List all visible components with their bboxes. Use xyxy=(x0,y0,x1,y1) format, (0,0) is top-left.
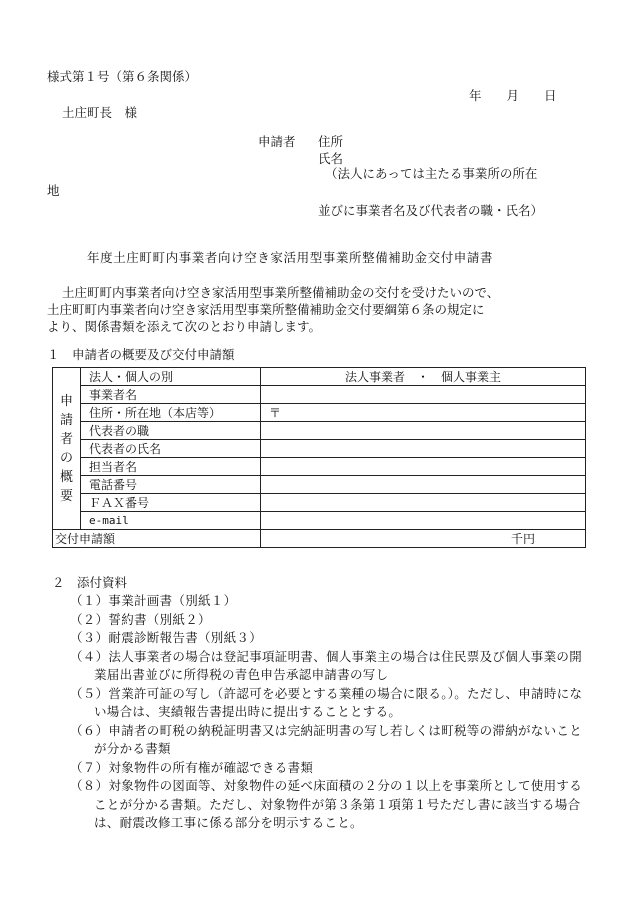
rep-title-field[interactable] xyxy=(261,422,586,440)
row-label-contact-person: 担当者名 xyxy=(81,458,261,476)
table-row xyxy=(53,476,586,494)
table-row xyxy=(53,368,586,386)
intro-line-3: より、関係書類を添えて次のとおり申請します。 xyxy=(47,319,322,334)
amount-field[interactable]: 千円 xyxy=(261,530,586,548)
form-number: 様式第１号（第６条関係） xyxy=(47,69,198,84)
amount-label: 交付申請額 xyxy=(53,530,261,548)
row-label-email: e-mail xyxy=(81,512,261,530)
side-char: 者 xyxy=(59,431,73,447)
attachment-item: （４）法人事業者の場合は登記事項証明書、個人事業主の場合は住民票及び個人事業の開業届出書並びに所得税の青色申告承認申請書の写し xyxy=(70,648,583,682)
side-char: 申 xyxy=(59,393,73,409)
corporate-note-line1: （法人にあっては主たる事業所の所在 xyxy=(325,166,538,181)
intro-line-2: 土庄町町内事業者向け空き家活用型事業所整備補助金交付要綱第６条の規定に xyxy=(47,302,485,317)
side-label xyxy=(53,368,81,530)
row-label-business-name: 事業者名 xyxy=(81,386,261,404)
applicant-table xyxy=(52,367,586,548)
attachment-item: （６）申請者の町税の納税証明書又は完納証明書の写し若しくは町税等の滞納がないことが分かる書類 xyxy=(70,722,583,756)
address-label: 住所 xyxy=(318,134,344,149)
address-field[interactable]: 〒 xyxy=(261,404,586,422)
table-row xyxy=(53,440,586,458)
row-label-rep-title: 代表者の職 xyxy=(81,422,261,440)
side-char: の xyxy=(59,450,73,466)
date-line: 年 月 日 xyxy=(469,88,557,103)
corporate-note-line2: 並びに事業者名及び代表者の職・氏名） xyxy=(318,203,544,218)
attachment-item: （７）対象物件の所有権が確認できる書類 xyxy=(70,759,314,775)
document-title: 年度土庄町町内事業者向け空き家活用型事業所整備補助金交付申請書 xyxy=(87,250,494,265)
table-row xyxy=(53,422,586,440)
name-label: 氏名 xyxy=(318,151,344,166)
business-name-field[interactable] xyxy=(261,386,586,404)
side-char: 要 xyxy=(59,488,73,504)
side-char: 概 xyxy=(59,469,73,485)
table-row xyxy=(53,494,586,512)
contact-person-field[interactable] xyxy=(261,458,586,476)
row-label-entity-type: 法人・個人の別 xyxy=(81,368,261,386)
attachment-item: （１）事業計画書（別紙１） xyxy=(70,593,237,608)
attachments-section xyxy=(52,574,592,833)
table-row xyxy=(53,512,586,530)
row-label-fax: ＦＡＸ番号 xyxy=(81,494,261,512)
side-char: 請 xyxy=(59,412,73,428)
corporate-note-wrap: 地 xyxy=(47,183,60,198)
section-1-heading: １ 申請者の概要及び交付申請額 xyxy=(47,347,235,362)
entity-type-options[interactable]: 法人事業者 ・ 個人事業主 xyxy=(261,368,586,386)
attachment-item: （５）営業許可証の写し（許認可を必要とする業種の場合に限る。）。ただし、申請時にない場合は、実績報告書提出時に提出することとする。 xyxy=(70,685,583,719)
table-row xyxy=(53,404,586,422)
fax-field[interactable] xyxy=(261,494,586,512)
row-label-address: 住所・所在地（本店等） xyxy=(81,404,261,422)
row-label-phone: 電話番号 xyxy=(81,476,261,494)
attachment-item: （２）誓約書（別紙２） xyxy=(70,611,211,627)
row-label-rep-name: 代表者の氏名 xyxy=(81,440,261,458)
table-row xyxy=(53,386,586,404)
table-row xyxy=(53,458,586,476)
applicant-label: 申請者 xyxy=(258,134,296,149)
addressee: 土庄町長 様 xyxy=(62,105,138,120)
phone-field[interactable] xyxy=(261,476,586,494)
email-field[interactable] xyxy=(261,512,586,530)
attachment-item: （８）対象物件の図面等、対象物件の延べ床面積の２分の１以上を事業所として使用することが分かる書類。ただし、対象物件が第３条第１項第１号ただし書に該当する場合は、耐震改修工事に係る部分を明示すること。 xyxy=(70,778,583,830)
rep-name-field[interactable] xyxy=(261,440,586,458)
attachment-item: （３）耐震診断報告書（別紙３） xyxy=(70,630,263,645)
table-row xyxy=(53,530,586,548)
section-2-heading: ２ 添付資料 xyxy=(52,575,128,590)
intro-line-1: 土庄町町内事業者向け空き家活用型事業所整備補助金の交付を受けたいので、 xyxy=(62,285,500,300)
